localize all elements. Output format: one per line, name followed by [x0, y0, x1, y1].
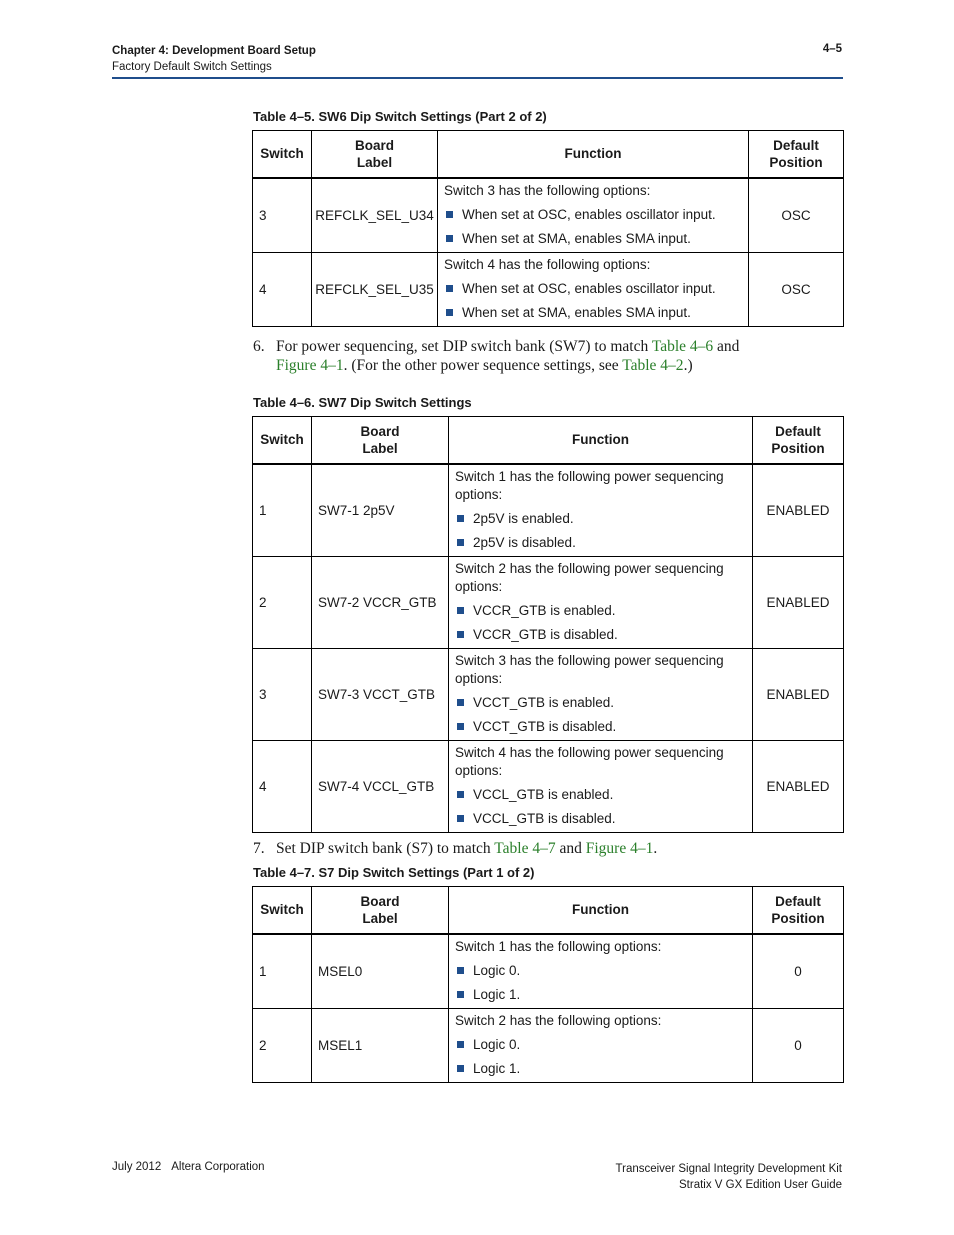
board-label-cell: MSEL1: [312, 1008, 449, 1082]
list-item: 2p5V is enabled.: [455, 510, 746, 528]
list-item: Logic 0.: [455, 1036, 746, 1054]
col-header-function: Function: [449, 887, 753, 934]
table-4-6-caption: Table 4–6. SW7 Dip Switch Settings: [253, 395, 472, 410]
switch-cell: 3: [253, 648, 312, 740]
function-intro: Switch 4 has the following options:: [444, 256, 651, 272]
list-item: Logic 1.: [455, 986, 746, 1004]
list-item: VCCL_GTB is disabled.: [455, 810, 746, 828]
square-bullet-icon: [457, 515, 464, 522]
function-cell: [449, 740, 753, 832]
col-header-switch: Switch: [253, 131, 312, 178]
page-footer-right: [616, 1161, 842, 1193]
link-table-4-2[interactable]: Table 4–2: [622, 357, 684, 374]
square-bullet-icon: [457, 791, 464, 798]
square-bullet-icon: [446, 285, 453, 292]
col-header-board-label: Board Label: [312, 887, 449, 934]
function-cell: [449, 556, 753, 648]
col-header-function: Function: [438, 131, 749, 178]
board-label-cell: SW7-2 VCCR_GTB: [312, 556, 449, 648]
table-header-row: [253, 887, 844, 934]
table-row: [253, 934, 844, 1009]
square-bullet-icon: [457, 1065, 464, 1072]
switch-cell: 2: [253, 1008, 312, 1082]
list-item: VCCL_GTB is enabled.: [455, 786, 746, 804]
footer-doc-subtitle: Stratix V GX Edition User Guide: [679, 1179, 842, 1191]
switch-cell: 3: [253, 178, 312, 253]
square-bullet-icon: [457, 631, 464, 638]
header-rule: [112, 77, 843, 79]
table-header-row: [253, 417, 844, 464]
function-cell: [449, 648, 753, 740]
footer-doc-title: Transceiver Signal Integrity Development Kit: [615, 1163, 842, 1175]
switch-cell: 1: [253, 464, 312, 557]
list-item: When set at SMA, enables SMA input.: [444, 230, 742, 248]
function-cell: [438, 252, 749, 326]
function-intro: Switch 3 has the following power sequencing options:: [455, 652, 724, 686]
col-header-switch: Switch: [253, 417, 312, 464]
list-item: Logic 1.: [455, 1060, 746, 1078]
square-bullet-icon: [457, 539, 464, 546]
list-item: VCCR_GTB is disabled.: [455, 626, 746, 644]
function-cell: [438, 178, 749, 253]
board-label-cell: REFCLK_SEL_U34: [312, 178, 438, 253]
square-bullet-icon: [457, 699, 464, 706]
default-cell: 0: [753, 934, 844, 1009]
square-bullet-icon: [457, 1041, 464, 1048]
table-4-7-caption: Table 4–7. S7 Dip Switch Settings (Part 1 of 2): [253, 865, 535, 880]
table-row: [253, 178, 844, 253]
table-row: [253, 740, 844, 832]
page-footer-left: [112, 1161, 265, 1173]
table-4-5-caption: Table 4–5. SW6 Dip Switch Settings (Part 2 of 2): [253, 109, 547, 124]
table-header-row: [253, 131, 844, 178]
page-number: 4–5: [822, 43, 842, 55]
switch-cell: 4: [253, 252, 312, 326]
board-label-cell: SW7-1 2p5V: [312, 464, 449, 557]
square-bullet-icon: [457, 967, 464, 974]
link-figure-4-1[interactable]: Figure 4–1: [276, 357, 344, 374]
default-cell: OSC: [749, 178, 844, 253]
step-number: 6.: [253, 338, 265, 355]
square-bullet-icon: [446, 211, 453, 218]
page-header: [112, 43, 316, 75]
table-row: [253, 648, 844, 740]
function-cell: [449, 934, 753, 1009]
function-cell: [449, 464, 753, 557]
default-cell: OSC: [749, 252, 844, 326]
default-cell: ENABLED: [753, 740, 844, 832]
board-label-cell: MSEL0: [312, 934, 449, 1009]
function-intro: Switch 3 has the following options:: [444, 182, 651, 198]
function-intro: Switch 2 has the following power sequencing options:: [455, 560, 724, 594]
step-7-paragraph: 7. Set DIP switch bank (S7) to match Table 4–7 and Figure 4–1.: [253, 840, 658, 857]
switch-cell: 1: [253, 934, 312, 1009]
function-intro: Switch 2 has the following options:: [455, 1012, 662, 1028]
square-bullet-icon: [446, 309, 453, 316]
list-item: When set at OSC, enables oscillator input.: [444, 206, 742, 224]
function-cell: [449, 1008, 753, 1082]
square-bullet-icon: [457, 607, 464, 614]
default-cell: ENABLED: [753, 648, 844, 740]
function-intro: Switch 4 has the following power sequencing options:: [455, 744, 724, 778]
square-bullet-icon: [457, 991, 464, 998]
link-table-4-6[interactable]: Table 4–6: [651, 338, 714, 355]
table-row: [253, 556, 844, 648]
square-bullet-icon: [457, 723, 464, 730]
default-cell: ENABLED: [753, 464, 844, 557]
col-header-switch: Switch: [253, 887, 312, 934]
list-item: 2p5V is disabled.: [455, 534, 746, 552]
step-6-paragraph: 6. For power sequencing, set DIP switch bank (SW7) to match Table 4–6 and Figure 4–1. (For the other power sequence settings, see Table 4–2.): [253, 338, 740, 374]
col-header-board-label: Board Label: [312, 417, 449, 464]
switch-cell: 2: [253, 556, 312, 648]
section-title: Factory Default Switch Settings: [112, 61, 272, 73]
col-header-default: Default Position: [753, 887, 844, 934]
board-label-cell: SW7-4 VCCL_GTB: [312, 740, 449, 832]
footer-date: July 2012: [112, 1161, 162, 1173]
square-bullet-icon: [446, 235, 453, 242]
link-figure-4-1[interactable]: Figure 4–1: [585, 840, 654, 857]
footer-company: Altera Corporation: [171, 1161, 265, 1173]
list-item: When set at SMA, enables SMA input.: [444, 304, 742, 322]
col-header-board-label: Board Label: [312, 131, 438, 178]
default-cell: 0: [753, 1008, 844, 1082]
table-4-5: [252, 130, 844, 327]
list-item: VCCR_GTB is enabled.: [455, 602, 746, 620]
table-row: [253, 252, 844, 326]
switch-cell: 4: [253, 740, 312, 832]
function-intro: Switch 1 has the following power sequencing options:: [455, 468, 724, 502]
col-header-function: Function: [449, 417, 753, 464]
table-row: [253, 464, 844, 557]
board-label-cell: REFCLK_SEL_U35: [312, 252, 438, 326]
square-bullet-icon: [457, 815, 464, 822]
col-header-default: Default Position: [749, 131, 844, 178]
list-item: When set at OSC, enables oscillator input.: [444, 280, 742, 298]
function-intro: Switch 1 has the following options:: [455, 938, 662, 954]
table-4-6: [252, 416, 844, 833]
list-item: VCCT_GTB is disabled.: [455, 718, 746, 736]
link-table-4-7[interactable]: Table 4–7: [494, 840, 556, 857]
list-item: VCCT_GTB is enabled.: [455, 694, 746, 712]
chapter-title: Chapter 4: Development Board Setup: [112, 45, 316, 57]
list-item: Logic 0.: [455, 962, 746, 980]
table-row: [253, 1008, 844, 1082]
board-label-cell: SW7-3 VCCT_GTB: [312, 648, 449, 740]
col-header-default: Default Position: [753, 417, 844, 464]
default-cell: ENABLED: [753, 556, 844, 648]
table-4-7: [252, 886, 844, 1083]
step-number: 7.: [253, 840, 265, 857]
